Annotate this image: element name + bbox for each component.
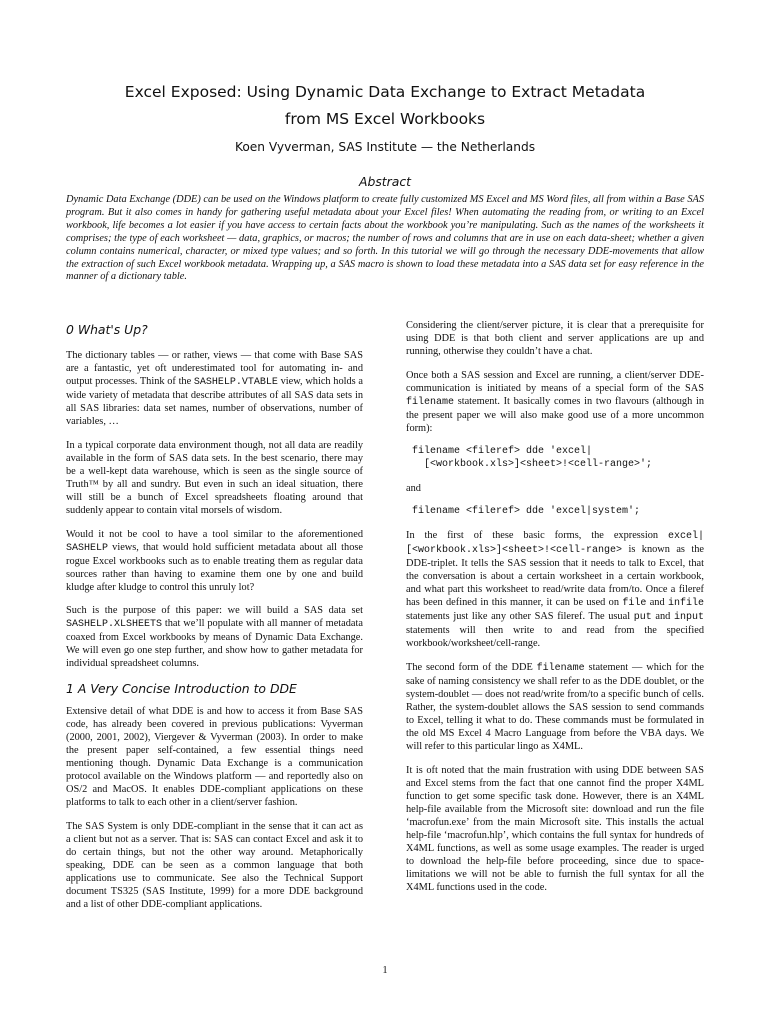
abstract-heading: Abstract (358, 174, 411, 189)
inline-code: infile (667, 598, 704, 610)
paragraph: Considering the client/server picture, it is clear that a prerequisite for using DDE is that both client and server applications are up and running, otherwise they couldn’t have a chat. (406, 320, 704, 358)
inline-code: excel|[<workbook.xls>]<sheet>!<cell-range> (406, 530, 704, 556)
inline-code: SASHELP.XLSHEETS (66, 619, 163, 631)
abstract-text: Dynamic Data Exchange (DDE) can be used on the Windows platform to create fully customized MS Excel and MS Word files, all from within a Base SAS program. But it also comes in handy for gathering useful metadata about your Excel files! When automating the reading from, or writing to an Excel workbook, life becomes a lot easier if you have access to certain facts about the workbook you’re manipulating. Such as the names of the worksheets it comprises; the type of each worksheet — data, graphics, or macros; the number of rows and columns that are in use on each data-sheet; whether a given column contains numerical, character, or mixed type values; and so forth. In this tutorial we will go through the necessary DDE-movements that allow the extraction of such Excel workbook metadata. Wrapping up, a SAS macro is shown to load these metadata into a SAS data set for easy reference in the manner of a dictionary table. (66, 194, 704, 283)
section-heading-1: 1 A Very Concise Introduction to DDE (66, 681, 297, 697)
inline-code: put (633, 612, 652, 624)
inline-code: filename (406, 396, 455, 408)
inline-code: file (622, 598, 647, 610)
left-column (66, 318, 363, 922)
paper-title-line-1: Excel Exposed: Using Dynamic Data Exchange to Extract Metadata (124, 83, 646, 101)
paragraph: Would it not be cool to have a tool similar to the aforementioned SASHELP views, that would hold sufficient metadata about all those rogue Excel workbooks such as to enable treating them as regular data sources rather than having to examine them one by one and build kludge after kludge to control this unruly lot? (66, 528, 363, 593)
paragraph: Extensive detail of what DDE is and how to access it from Base SAS code, has already been covered in previous publications: Vyverman (2000, 2001, 2002), Viergever & Vyverman (2003). In order to make the present paper self-contained, a few essential things need mentioning though. Dynamic Data Exchange is a communication protocol available on the Windows platform — and reportedly also on OS/2 and MacOS. It enables DDE-compliant applications on these platforms to talk to each other in a client/server fashion. (66, 706, 363, 809)
inline-code: input (674, 612, 705, 624)
paper-title-line-2: from MS Excel Workbooks (284, 110, 486, 128)
page-number: 1 (382, 965, 388, 976)
inline-code: SASHELP (66, 542, 109, 554)
inline-code: SASHELP.VTABLE (193, 377, 278, 389)
paragraph: Such is the purpose of this paper: we will build a SAS data set SASHELP.XLSHEETS that we’ll populate with all manner of metadata coaxed from Excel workbooks by means of Dynamic Data Exchange. We will even go one step further, and show how to gather metadata for individual spreadsheet columns. (66, 605, 363, 670)
paragraph: The dictionary tables — or rather, views — that come with Base SAS are a fantastic, yet oft underestimated tool for automating in- and output processes. Think of the SASHELP.VTABLE view, which holds a wide variety of metadata that describe attributes of all SAS data sets in all SAS libraries: data set names, number of observations, number of variables, … (66, 350, 363, 428)
paper-title (0, 79, 770, 133)
paragraph: The SAS System is only DDE-compliant in the sense that it can act as a client but not as a server. That is: SAS can contact Excel and ask it to do certain things, but not the other way around. Metaphorically speaking, DDE can be seen as a common language that both applications use to communicate. See also the Technical Support document TS325 (SAS Institute, 1999) for a more DDE background and a list of other DDE-compliant applications. (66, 820, 363, 911)
paragraph: In a typical corporate data environment though, not all data are readily available in the form of SAS data sets. In the best scenario, there may be a well-kept data warehouse, which is seen as the single source of Truth™ by all and sundry. But even in such an ideal situation, there will still be a bunch of Excel spreadsheets floating around that suddenly appear to contain vital morsels of wisdom. (66, 439, 363, 517)
paragraph: In the first of these basic forms, the expression excel|[<workbook.xls>]<sheet>!<cell-range> is known as the DDE-triplet. It tells the SAS session that it needs to talk to Excel, that the conversation is about a certain worksheet in a certain workbook, and what part this worksheet to read/write data from/to. Once a fileref has been defined in this manner, it can be used on file and infile statements just like any other SAS fileref. The usual put and input statements will then write to and read from the specified workbook/worksheet/cell-range. (406, 529, 705, 650)
code-block-2: filename <fileref> dde 'excel|system'; (412, 506, 641, 518)
code-block-1: filename <fileref> dde 'excel| [<workbook.xls>]<sheet>!<cell-range>'; (412, 446, 653, 471)
right-column (406, 319, 704, 905)
paragraph: Once both a SAS session and Excel are running, a client/server DDE-communication is initiated by means of a special form of the SAS filename statement. It basically comes in two flavours (although in the present paper we will also make good use of a more uncommon form): (406, 369, 704, 434)
paragraph: The second form of the DDE filename statement — which for the sake of naming consistency we shall refer to as the DDE doublet, or the system-doublet — does not read/write from/to a specific bunch of cells. Rather, the system-doublet allows the SAS session to send commands to Excel, telling it what to do. These commands must be formulated in the old MS Excel 4 Macro Language from before the VBA days. We will refer to this particular lingo as X4ML. (406, 661, 704, 753)
paragraph: and (406, 482, 421, 494)
paragraph: It is oft noted that the main frustration with using DDE between SAS and Excel stems from the fact that one cannot find the proper X4ML function to get some specific task done. However, there is an X4ML help-file available from the Microsoft site: download and run the file ‘macrofun.exe’ from the main Microsoft site. This installs the actual help-file ‘macrofun.hlp’, which contains the full syntax for hundreds of X4ML functions, as well as some usage examples. The reader is urged to download the help-file before proceeding, since due to space-limitations we will not be able to furnish the full syntax for all the X4ML functions used in the code. (406, 764, 704, 894)
author-line: Koen Vyverman, SAS Institute — the Netherlands (234, 140, 536, 154)
section-heading-0: 0 What's Up? (66, 322, 148, 337)
inline-code: filename (536, 662, 585, 674)
